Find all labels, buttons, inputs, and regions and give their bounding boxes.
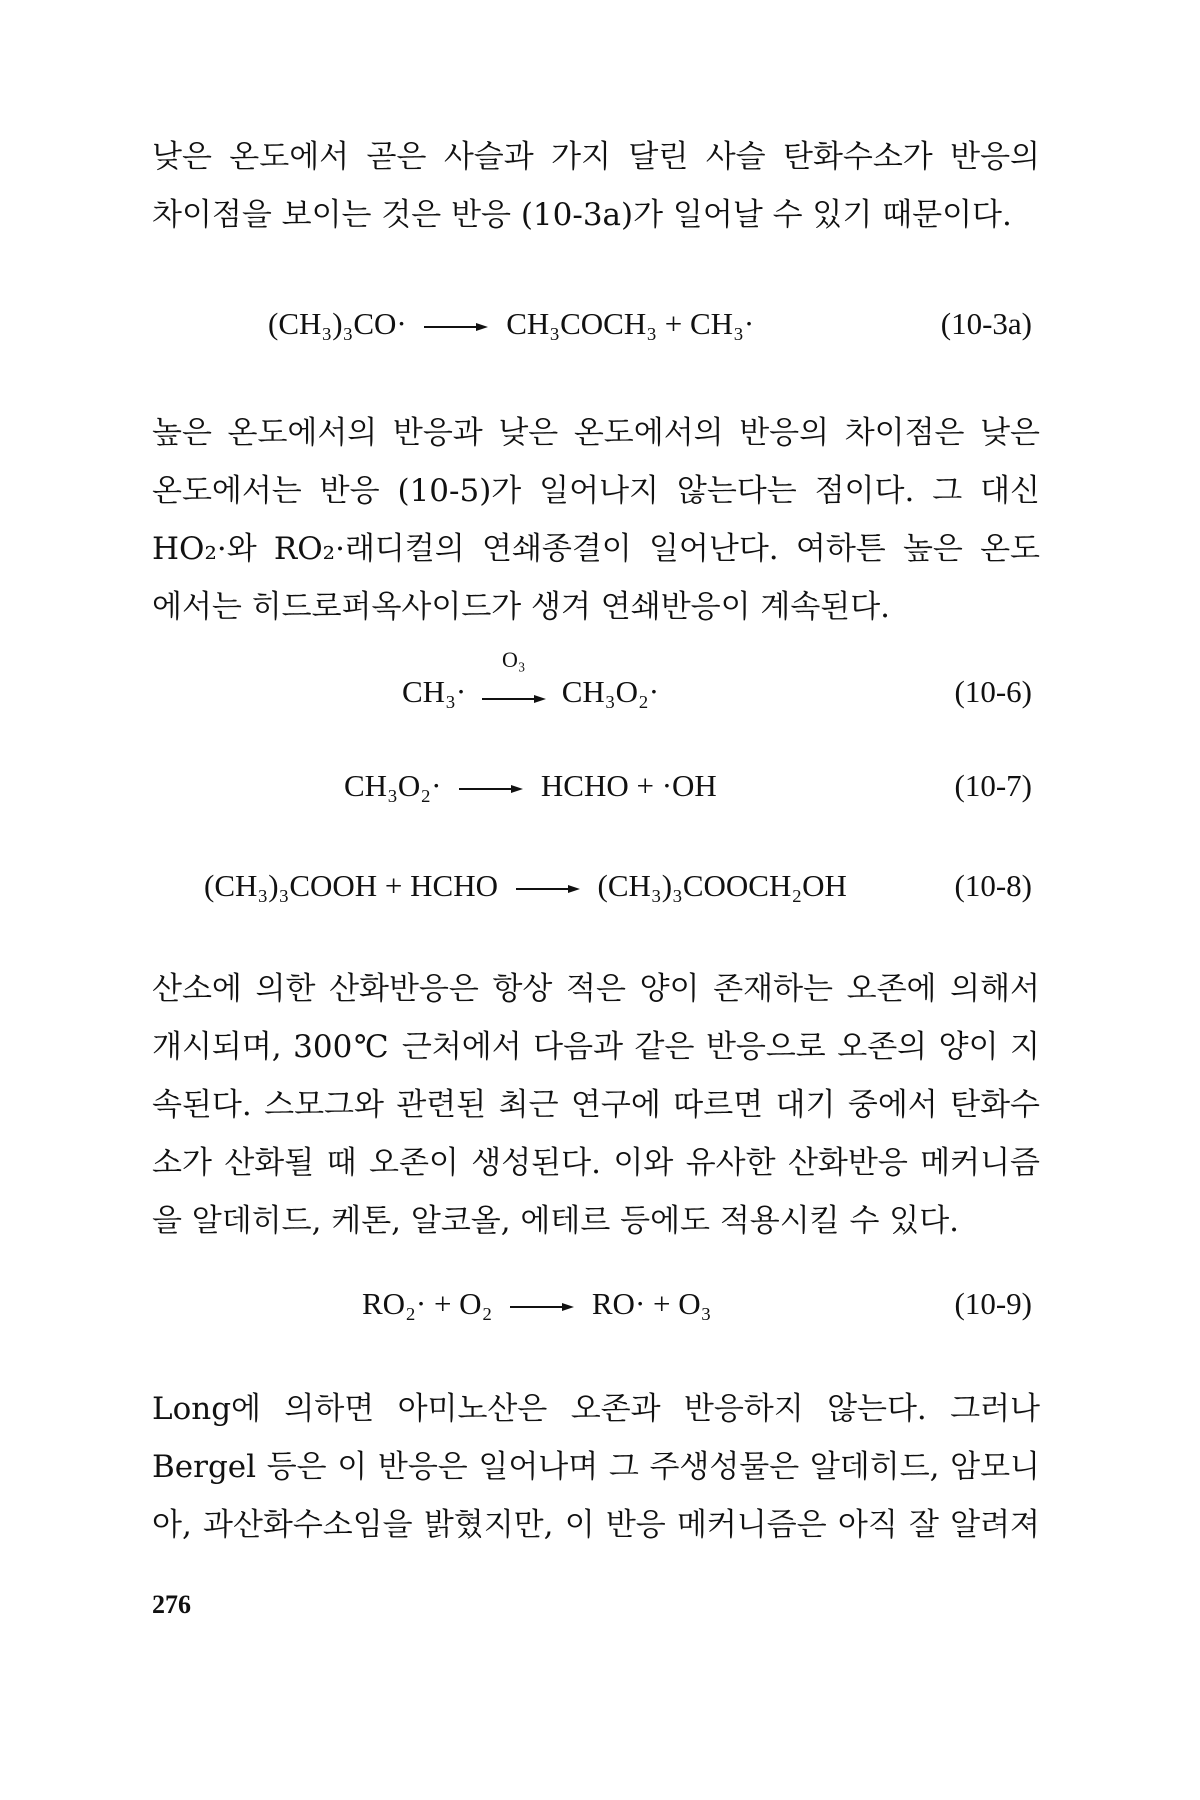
equation-rhs: (CH₃)₃COOCH₂OH <box>597 868 847 903</box>
paragraph-4 <box>152 1380 1040 1554</box>
reagent-label: O₃ <box>501 646 526 672</box>
reaction-arrow-icon <box>516 883 580 895</box>
equation-10-8 <box>204 868 847 904</box>
text-line: HO₂·와 RO₂·래디컬의 연쇄종결이 일어난다. 여하튼 높은 온도 <box>152 531 1040 567</box>
equation-10-6 <box>402 646 660 713</box>
text-line: 속된다. 스모그와 관련된 최근 연구에 따르면 대기 중에서 탄화수 <box>152 1087 1040 1123</box>
equation-10-9 <box>362 1286 711 1322</box>
text-line: 온도에서는 반응 (10-5)가 일어나지 않는다는 점이다. 그 대신 <box>152 473 1040 509</box>
text-line: 높은 온도에서의 반응과 낮은 온도에서의 반응의 차이점은 낮은 <box>152 415 1040 451</box>
equation-rhs: CH₃O₂· <box>561 674 660 709</box>
equation-rhs: HCHO + ·OH <box>540 768 717 803</box>
equation-lhs: CH₃O₂· <box>344 768 442 803</box>
text-line: 낮은 온도에서 곧은 사슬과 가지 달린 사슬 탄화수소가 반응의 <box>152 139 1040 175</box>
page-number: 276 <box>152 1590 191 1619</box>
equation-lhs: (CH₃)₃CO· <box>268 306 407 341</box>
text-line: 에서는 히드로퍼옥사이드가 생겨 연쇄반응이 계속된다. <box>152 589 891 625</box>
equation-10-7 <box>344 768 717 804</box>
text-line: 소가 산화될 때 오존이 생성된다. 이와 유사한 산화반응 메커니즘 <box>152 1145 1040 1181</box>
equation-rhs: CH₃COCH₃ + CH₃· <box>506 306 755 341</box>
equation-rhs: RO· + O₃ <box>591 1286 712 1321</box>
text-line: 아, 과산화수소임을 밝혔지만, 이 반응 메커니즘은 아직 잘 알려져 <box>152 1507 1040 1543</box>
equation-lhs: RO₂· + O₂ <box>362 1286 493 1321</box>
text-line: 개시되며, 300℃ 근처에서 다음과 같은 반응으로 오존의 양이 지 <box>152 1029 1040 1065</box>
equation-number: (10-6) <box>954 674 1032 709</box>
text-line: Bergel 등은 이 반응은 일어나며 그 주생성물은 알데히드, 암모니 <box>152 1449 1040 1485</box>
text-line: 산소에 의한 산화반응은 항상 적은 양이 존재하는 오존에 의해서 <box>152 971 1040 1007</box>
equation-number: (10-9) <box>954 1286 1032 1321</box>
paragraph-1 <box>152 128 1040 244</box>
reaction-arrow-icon <box>510 1301 574 1313</box>
equation-10-3a <box>268 306 754 342</box>
equation-number: (10-8) <box>954 868 1032 903</box>
equation-number: (10-7) <box>954 768 1032 803</box>
text-line: Long에 의하면 아미노산은 오존과 반응하지 않는다. 그러나 <box>152 1391 1040 1427</box>
text-line: 차이점을 보이는 것은 반응 (10-3a)가 일어날 수 있기 때문이다. <box>152 197 1012 233</box>
equation-lhs: (CH₃)₃COOH + HCHO <box>204 868 498 903</box>
reaction-arrow-icon <box>459 783 523 795</box>
paragraph-3 <box>152 960 1040 1250</box>
paragraph-2 <box>152 404 1040 636</box>
reaction-arrow-icon <box>482 693 546 705</box>
equation-number: (10-3a) <box>940 306 1032 341</box>
text-line: 을 알데히드, 케톤, 알코올, 에테르 등에도 적용시킬 수 있다. <box>152 1203 960 1239</box>
reaction-arrow-with-reagent <box>482 646 546 713</box>
equation-lhs: CH₃· <box>402 674 467 709</box>
reaction-arrow-icon <box>424 321 488 333</box>
